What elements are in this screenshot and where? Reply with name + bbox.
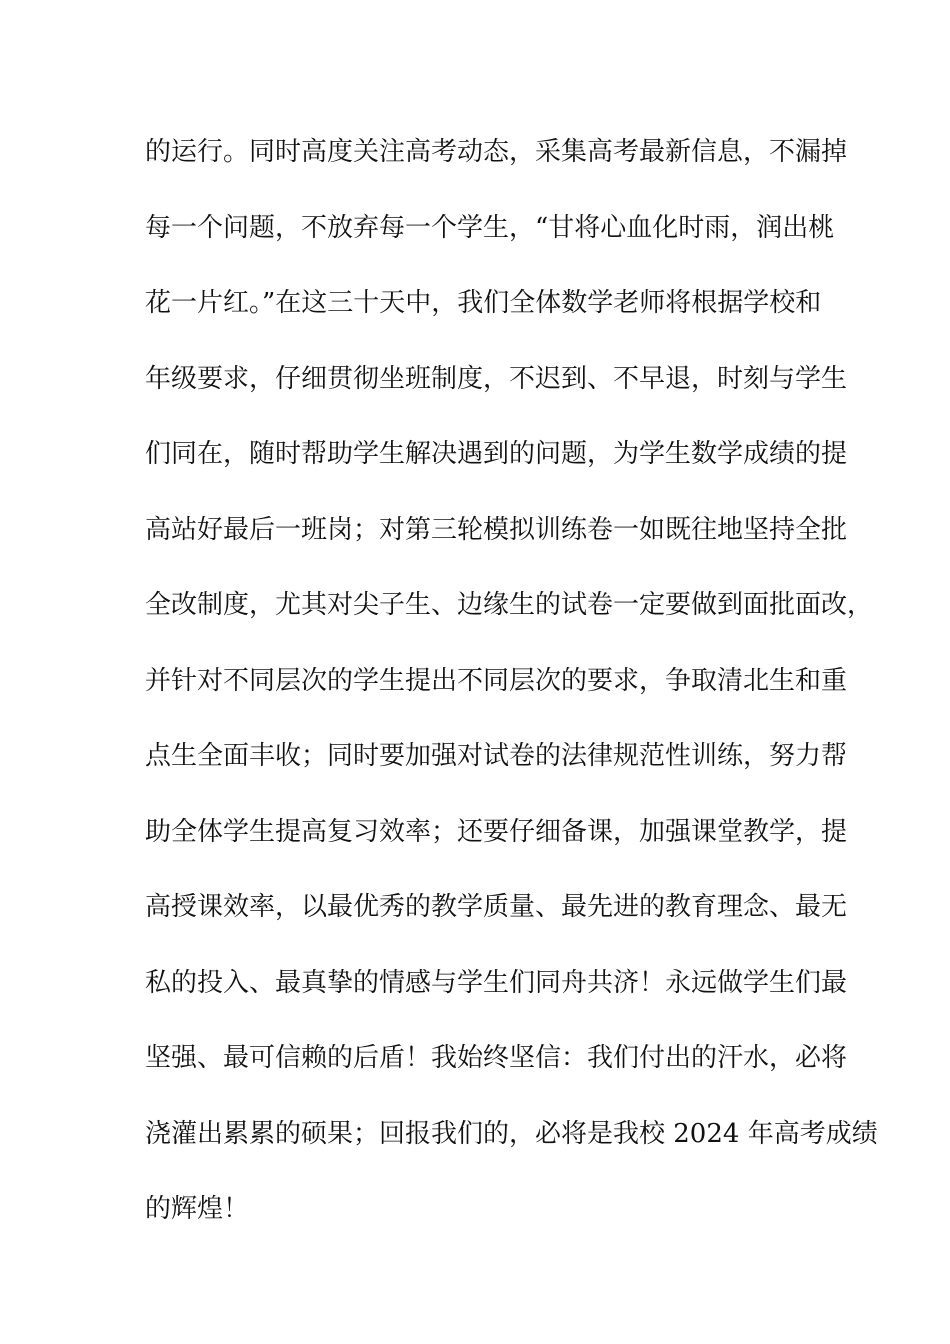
text-line: 高站好最后一班岗；对第三轮模拟训练卷一如既往地坚持全批 (145, 514, 848, 545)
text-line: 并针对不同层次的学生提出不同层次的要求，争取清北生和重 (145, 665, 848, 696)
text-line: 的辉煌！ (145, 1194, 250, 1224)
text-line: 坚强、最可信赖的后盾！我始终坚信：我们付出的汗水，必将 (145, 1043, 848, 1073)
text-line: 高授课效率，以最优秀的教学质量、最先进的教育理念、最无 (145, 892, 848, 922)
text-line: 浇灌出累累的硕果；回报我们的，必将是我校 2024 年高考成绩 (145, 1118, 878, 1149)
body-paragraph (145, 133, 878, 1266)
text-line: 每一个问题，不放弃每一个学生，“甘将心血化时雨，润出桃 (145, 212, 835, 243)
text-line: 年级要求，仔细贯彻坐班制度，不迟到、不早退，时刻与学生 (145, 363, 848, 394)
text-line: 的运行。同时高度关注高考动态，采集高考最新信息，不漏掉 (145, 137, 848, 167)
text-line: 全改制度，尤其对尖子生、边缘生的试卷一定要做到面批面改， (145, 590, 874, 620)
text-line: 助全体学生提高复习效率；还要仔细备课，加强课堂教学，提 (145, 816, 848, 847)
text-line: 点生全面丰收；同时要加强对试卷的法律规范性训练，努力帮 (145, 741, 848, 771)
text-line: 私的投入、最真挚的情感与学生们同舟共济！永远做学生们最 (145, 967, 848, 998)
text-line: 花一片红。”在这三十天中，我们全体数学老师将根据学校和 (145, 288, 822, 318)
text-line: 们同在，随时帮助学生解决遇到的问题，为学生数学成绩的提 (145, 439, 848, 469)
